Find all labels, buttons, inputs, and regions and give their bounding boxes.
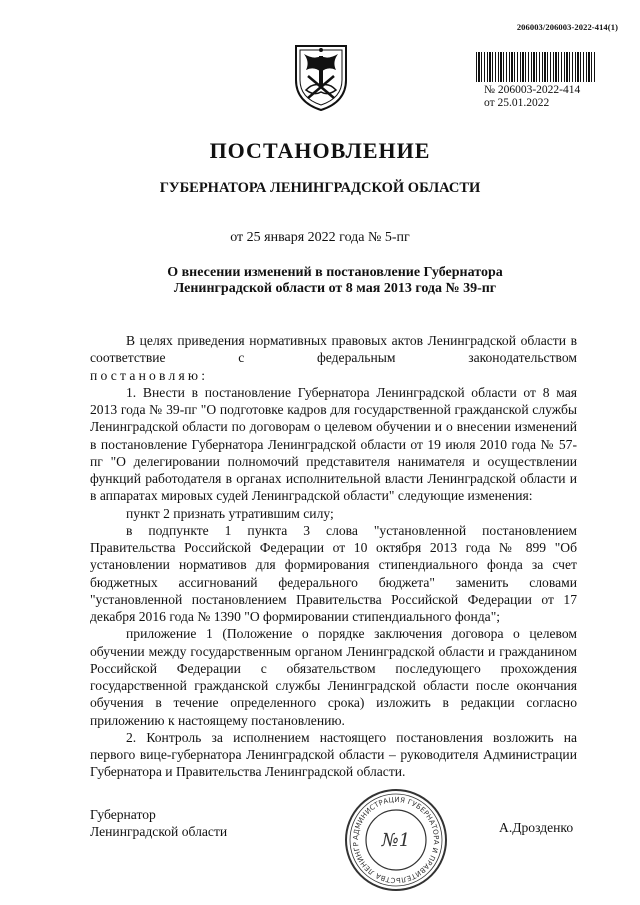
barcode bbox=[476, 52, 596, 82]
coat-of-arms-icon bbox=[292, 40, 350, 112]
body-paragraph-point-2: пункт 2 признать утратившим силу; bbox=[126, 505, 334, 521]
document-heading bbox=[150, 265, 520, 297]
body-paragraph-appendix: приложение 1 (Положение о порядке заключения договора о целевом обучении между государственным органом Ленинградской области и гражданином Российской Федерации с обязательством последующего прохождения государственной гражданской службы Ленинградской области после окончания обучения в течение определенного срока) изложить в редакции согласно приложению к настоящему постановлению. bbox=[90, 626, 577, 728]
registration-number: № 206003-2022-414 bbox=[484, 84, 581, 96]
signatory-position-line-2: Ленинградской области bbox=[90, 824, 228, 839]
seal-number: №1 bbox=[381, 830, 411, 851]
document-date-line: от 25 января 2022 года № 5-пг bbox=[230, 230, 410, 245]
seal-ring-text: АДМИНИСТРАЦИЯ ГУБЕРНАТОРА И ПРАВИТЕЛЬСТВА ЛЕНИНГР bbox=[351, 795, 441, 885]
heading-line-1: О внесении изменений в постановление Губернатора bbox=[167, 265, 503, 280]
document-body bbox=[90, 332, 577, 781]
official-seal-stamp bbox=[343, 787, 449, 893]
document-title: ПОСТАНОВЛЕНИЕ bbox=[209, 138, 431, 163]
signatory-name: А.Дрозденко bbox=[499, 820, 574, 835]
heading-line-2: Ленинградской области от 8 мая 2013 года № 39-пг bbox=[173, 281, 497, 296]
body-paragraph-preamble: В целях приведения нормативных правовых актов Ленинградской области в соответствие с федеральным законодательством bbox=[90, 333, 577, 366]
signatory-position bbox=[90, 806, 227, 840]
document-subtitle: ГУБЕРНАТОРА ЛЕНИНГРАДСКОЙ ОБЛАСТИ bbox=[159, 180, 481, 196]
document-ref-code: 206003/206003-2022-414(1) bbox=[516, 22, 618, 32]
body-paragraph-item-2: 2. Контроль за исполнением настоящего постановления возложить на первого вице-губернатора Ленинградской области – руководителя Администрации Губернатора и Правительства Ленинградской области. bbox=[90, 729, 577, 780]
registration-date: от 25.01.2022 bbox=[484, 96, 550, 109]
body-decree-word: постановляю: bbox=[90, 367, 209, 383]
body-paragraph-item-1: 1. Внести в постановление Губернатора Ленинградской области от 8 мая 2013 года № 39-пг "О подготовке кадров для государственной гражданской службы Ленинградской области по договорам о целевом обучении и о внесении изменений в постановление Губернатора Ленинградской области от 19 июля 2010 года № 57-пг "О делегировании полномочий представителя нанимателя и осуществлении функций работодателя в органах исполнительной власти Ленинградской области и в аппаратах мировых судей Ленинградской области" следующие изменения: bbox=[90, 384, 577, 504]
signatory-position-line-1: Губернатор bbox=[90, 807, 156, 822]
registration-block bbox=[484, 84, 580, 109]
body-paragraph-subpoint: в подпункте 1 пункта 3 слова "установленной постановлением Правительства Российской Федерации от 10 октября 2013 года № 899 "Об установлении нормативов для формирования стипендиального фонда за счет бюджетных ассигнований федерального бюджета" заменить словами "установленной постановлением Правительства Российской Федерации от 17 декабря 2016 года № 1390 "О формировании стипендиального фонда"; bbox=[90, 522, 577, 624]
